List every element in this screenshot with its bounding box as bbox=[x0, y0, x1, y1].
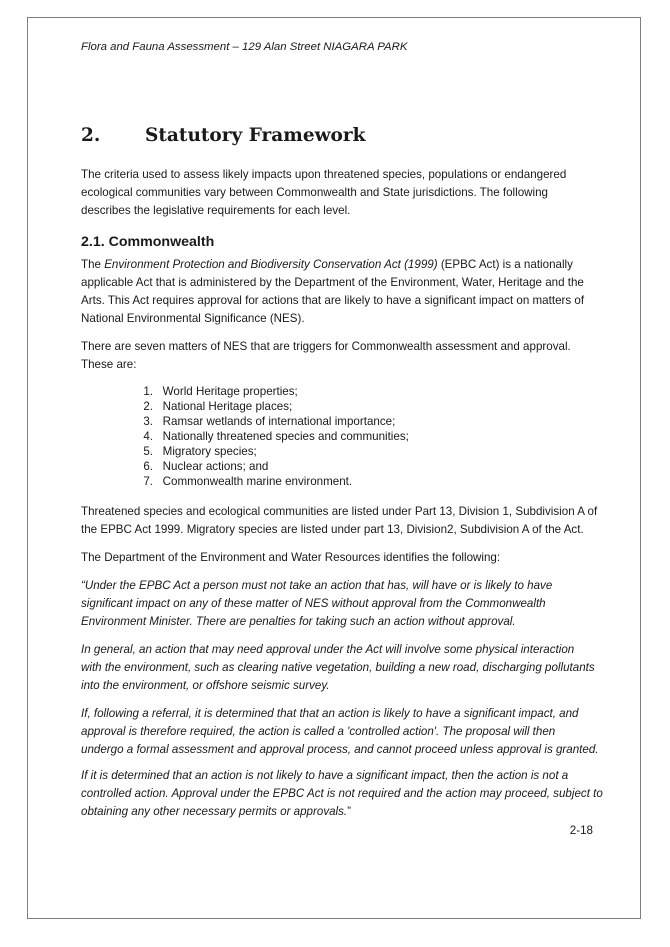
listing-paragraph bbox=[81, 503, 598, 539]
list-item bbox=[133, 384, 573, 399]
list-item-text: World Heritage properties; bbox=[162, 385, 298, 398]
epbc-paragraph bbox=[81, 256, 593, 328]
intro-line: ecological communities vary between Commonwealth and State jurisdictions. The following bbox=[81, 186, 548, 199]
quote-line: Environment Minister. There are penalties for taking such an action without approval. bbox=[81, 615, 516, 628]
list-item bbox=[133, 444, 573, 459]
quote-paragraph-1 bbox=[81, 577, 593, 631]
running-header: Flora and Fauna Assessment – 129 Alan Street NIAGARA PARK bbox=[81, 41, 408, 53]
intro-line: describes the legislative requirements for each level. bbox=[81, 204, 351, 217]
nes-list bbox=[133, 384, 573, 489]
quote-line: into the environment, or offshore seismic survey. bbox=[81, 679, 330, 692]
list-item-text: Commonwealth marine environment. bbox=[162, 475, 353, 488]
list-item-text: Ramsar wetlands of international importance; bbox=[162, 415, 396, 428]
list-item-text: Nuclear actions; and bbox=[162, 460, 269, 473]
list-item bbox=[133, 414, 573, 429]
section-heading: 2.1. Commonwealth bbox=[81, 234, 215, 250]
quote-paragraph-4 bbox=[81, 767, 603, 821]
closing-quote-mark: ” bbox=[347, 805, 352, 818]
chapter-heading bbox=[81, 124, 593, 148]
list-item-number: 7. bbox=[143, 475, 153, 488]
quote-line: approval is therefore required, the action is called a 'controlled action'. The proposal will then bbox=[81, 725, 556, 738]
list-item bbox=[133, 399, 573, 414]
epbc-line1-rest: (EPBC Act) is a nationally bbox=[437, 258, 573, 271]
epbc-line bbox=[81, 256, 593, 274]
quote-line bbox=[81, 803, 593, 821]
quote-line: “Under the EPBC Act a person must not take an action that has, will have or is likely to have bbox=[81, 579, 553, 592]
epbc-prefix: The bbox=[81, 258, 105, 271]
list-item-number: 2. bbox=[143, 400, 153, 413]
quote-line: In general, an action that may need approval under the Act will involve some physical interaction bbox=[81, 643, 575, 656]
nes-intro-line: These are: bbox=[81, 358, 137, 371]
list-item-text: Nationally threatened species and communities; bbox=[162, 430, 409, 443]
list-item-number: 1. bbox=[143, 385, 153, 398]
list-item bbox=[133, 429, 573, 444]
list-item-number: 3. bbox=[143, 415, 153, 428]
page-number: 2-18 bbox=[569, 824, 593, 837]
chapter-number: 2. bbox=[81, 125, 101, 146]
list-item-text: National Heritage places; bbox=[162, 400, 293, 413]
epbc-line: National Environmental Significance (NES). bbox=[81, 312, 305, 325]
listing-line: Threatened species and ecological communities are listed under Part 13, Division 1, Subdivision A of bbox=[81, 505, 598, 518]
nes-intro-line: There are seven matters of NES that are triggers for Commonwealth assessment and approval. bbox=[81, 340, 571, 353]
list-item-text: Migratory species; bbox=[162, 445, 257, 458]
list-item-number: 5. bbox=[143, 445, 153, 458]
listing-line: the EPBC Act 1999. Migratory species are listed under part 13, Division2, Subdivision A of the Act. bbox=[81, 523, 584, 536]
quote-last-line: obtaining any other necessary permits or approvals. bbox=[81, 805, 348, 818]
quote-paragraph-3 bbox=[81, 705, 599, 759]
intro-paragraph bbox=[81, 166, 593, 220]
quote-line: If it is determined that an action is not likely to have a significant impact, then the action is not a bbox=[81, 769, 569, 782]
department-paragraph bbox=[81, 549, 593, 567]
department-line: The Department of the Environment and Water Resources identifies the following: bbox=[81, 551, 501, 564]
intro-line: The criteria used to assess likely impacts upon threatened species, populations or endangered bbox=[81, 168, 567, 181]
quote-line: controlled action. Approval under the EPBC Act is not required and the action may proceed, subject to bbox=[81, 787, 603, 800]
quote-line: significant impact on any of these matter of NES without approval from the Commonwealth bbox=[81, 597, 546, 610]
nes-intro-paragraph bbox=[81, 338, 593, 374]
quote-line: If, following a referral, it is determined that that an action is likely to have a significant impact, and bbox=[81, 707, 579, 720]
list-item bbox=[133, 474, 573, 489]
epbc-line: applicable Act that is administered by the Department of the Environment, Water, Heritage and the bbox=[81, 276, 584, 289]
quote-line: undergo a formal assessment and approval process, and cannot proceed unless approval is granted. bbox=[81, 743, 599, 756]
act-title: Environment Protection and Biodiversity Conservation Act (1999) bbox=[104, 258, 438, 271]
quote-paragraph-2 bbox=[81, 641, 593, 695]
list-item-number: 4. bbox=[143, 430, 153, 443]
list-item bbox=[133, 459, 573, 474]
chapter-title: Statutory Framework bbox=[145, 125, 366, 146]
quote-line: with the environment, such as clearing native vegetation, building a new road, discharging pollutants bbox=[81, 661, 595, 674]
list-item-number: 6. bbox=[143, 460, 153, 473]
epbc-line: Arts. This Act requires approval for actions that are likely to have a significant impact on matters of bbox=[81, 294, 585, 307]
